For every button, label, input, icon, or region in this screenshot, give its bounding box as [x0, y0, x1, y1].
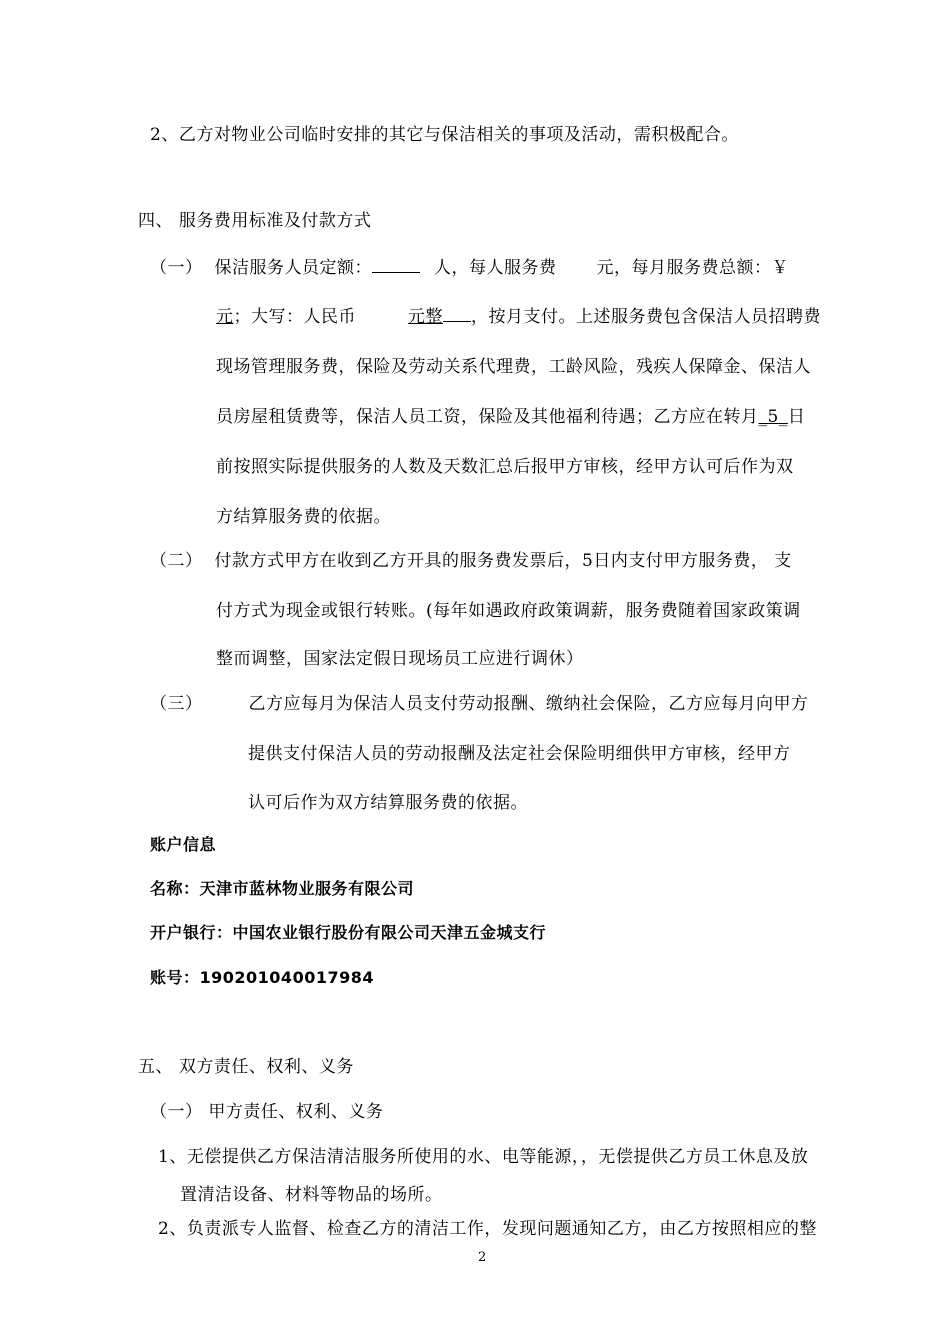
s4-p1-line6: 方结算服务费的依据。 [216, 507, 391, 527]
s4-p1-line3: 现场管理服务费，保险及劳动关系代理费，工龄风险，残疾人保障金、保洁人 [216, 357, 811, 377]
s5-item1-line1: 1、无偿提供乙方保洁清洁服务所使用的水、电等能源，，无偿提供乙方员工休息及放 [158, 1147, 809, 1167]
s4-p1-e: ；大写：人民币 [233, 307, 356, 327]
s4-p1-b: 人，每人服务费 [434, 258, 557, 278]
headcount-blank [372, 256, 420, 273]
section-4-heading: 四、 服务费用标准及付款方式 [138, 211, 372, 231]
s4-p2-num: （二） [150, 551, 203, 571]
s5-item1-line2: 置清洁设备、材料等物品的场所。 [180, 1185, 443, 1205]
s4-p1-num: （一） [150, 258, 203, 278]
s4-p3-line2: 提供支付保洁人员的劳动报酬及法定社会保险明细供甲方审核，经甲方 [248, 744, 791, 764]
s4-p2-line3: 整而调整，国家法定假日现场员工应进行调休） [216, 649, 584, 669]
s4-p1-line4 [216, 402, 805, 427]
s4-p2-l1: 付款方式甲方在收到乙方开具的服务费发票后，5日内支付甲方服务费， 支 [214, 551, 792, 571]
s4-p3-line1 [150, 689, 809, 714]
s4-p1-d: 元 [216, 307, 234, 327]
item-2: 2、乙方对物业公司临时安排的其它与保洁相关的事项及活动，需积极配合。 [150, 125, 739, 145]
account-bank: 开户银行：中国农业银行股份有限公司天津五金城支行 [150, 923, 547, 942]
s4-p1-l4b: _5_ [758, 407, 788, 427]
account-number: 账号：190201040017984 [150, 968, 374, 987]
s4-p2-line2: 付方式为现金或银行转账。(每年如遇政府政策调薪，服务费随着国家政策调 [216, 601, 801, 621]
s4-p1-line1 [150, 253, 789, 278]
s4-p1-l4a: 员房屋租赁费等，保洁人员工资，保险及其他福利待遇；乙方应在转月 [216, 407, 759, 427]
s4-p1-g: ，按月支付。上述服务费包含保洁人员招聘费 [471, 307, 821, 327]
amount-words-blank [443, 305, 471, 322]
page-number: 2 [478, 1250, 487, 1265]
s4-p1-a: 保洁服务人员定额： [214, 258, 372, 278]
account-name: 名称：天津市蓝林物业服务有限公司 [150, 879, 415, 898]
section-5-heading: 五、 双方责任、权利、义务 [138, 1057, 354, 1077]
s4-p1-f: 元整 [408, 307, 443, 327]
s4-p1-l4c: 日 [787, 407, 806, 427]
s4-p3-line3: 认可后作为双方结算服务费的依据。 [248, 793, 528, 813]
s4-p3-l1: 乙方应每月为保洁人员支付劳动报酬、缴纳社会保险，乙方应每月向甲方 [248, 694, 809, 714]
s5-item2-line1: 2、负责派专人监督、检查乙方的清洁工作，发现问题通知乙方，由乙方按照相应的整 [158, 1219, 817, 1239]
s4-p1-line2 [216, 302, 821, 327]
s4-p3-num: （三） [150, 694, 203, 714]
s4-p1-c: 元，每月服务费总额：￥ [596, 258, 789, 278]
section-5-sub1: （一） 甲方责任、权利、义务 [150, 1102, 384, 1122]
s4-p2-line1 [150, 546, 792, 571]
s4-p1-line5: 前按照实际提供服务的人数及天数汇总后报甲方审核，经甲方认可后作为双 [216, 457, 794, 477]
account-title: 账户信息 [150, 835, 217, 854]
